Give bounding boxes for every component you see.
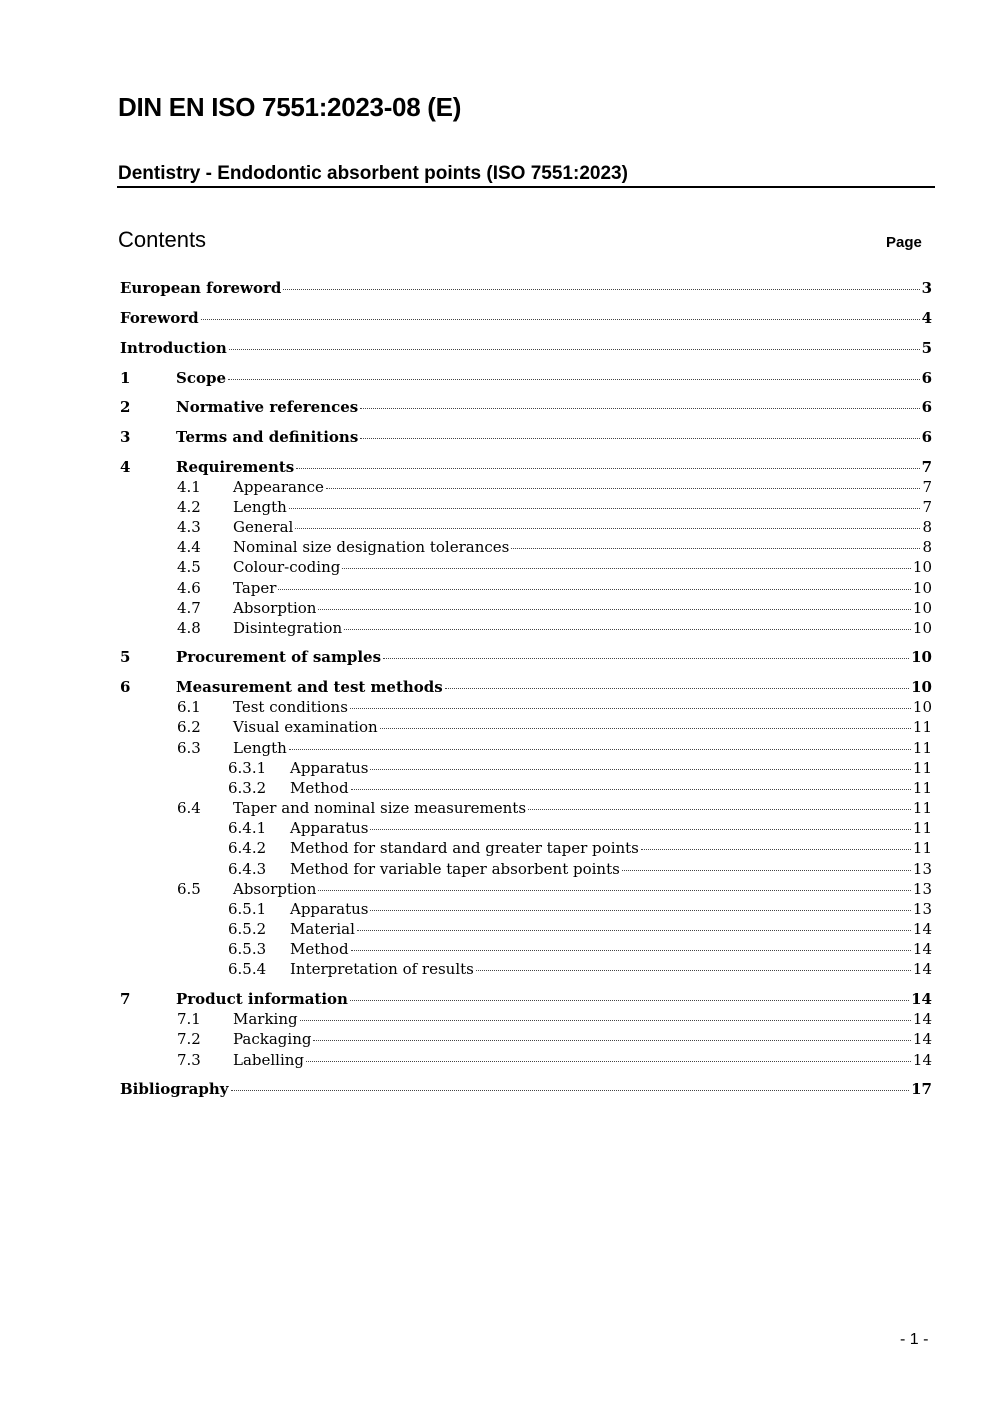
toc-dot-leader [318,609,910,610]
toc-dot-leader [326,488,921,489]
toc-section-title: Apparatus [290,819,369,837]
toc-section-title: Normative references [176,398,359,416]
toc-entry[interactable] [120,838,932,858]
toc-dot-leader [380,728,911,729]
toc-entry[interactable] [120,818,932,838]
toc-entry[interactable] [120,859,932,879]
toc-section-number: 6.4 [177,799,201,817]
toc-section-title: Taper [233,579,277,597]
toc-dot-leader [476,970,911,971]
toc-dot-leader [289,749,911,750]
toc-section-number: 6.3.1 [228,759,267,777]
toc-section-number: 6.3.2 [228,779,267,797]
toc-dot-leader [300,1020,911,1021]
toc-dot-leader [350,708,911,709]
toc-page-number: 10 [912,579,932,597]
toc-section-title: Test conditions [233,698,348,716]
toc-section-title: Absorption [233,599,317,617]
toc-entry[interactable] [120,278,932,298]
toc-section-number: 1 [120,369,131,387]
toc-section-number: 6.5.1 [228,900,267,918]
toc-dot-leader [201,319,920,320]
toc-section-number: 4.7 [177,599,201,617]
toc-entry[interactable] [120,1050,932,1070]
toc-entry[interactable] [120,738,932,758]
toc-dot-leader [622,870,911,871]
toc-page-number: 14 [912,1051,932,1069]
toc-entry[interactable] [120,598,932,618]
toc-section-number: 5 [120,648,131,666]
toc-page-number: 10 [912,599,932,617]
toc-page-number: 10 [911,648,932,666]
toc-section-number: 6.4.1 [228,819,267,837]
toc-section-title: Product information [176,990,348,1008]
contents-heading: Contents [118,227,207,252]
toc-section-title: Method for standard and greater taper points [290,839,639,857]
toc-section-title: Visual examination [233,718,378,736]
toc-page-number: 11 [912,718,932,736]
toc-section-number: 6.2 [177,718,201,736]
toc-section-title: Material [290,920,355,938]
toc-section-title: Colour-coding [233,558,341,576]
toc-section-title: Absorption [233,880,317,898]
toc-page-number: 11 [912,759,932,777]
toc-dot-leader [289,508,921,509]
toc-section-number: 6 [120,678,131,696]
toc-section-number: 2 [120,398,131,416]
toc-page-number: 11 [912,819,932,837]
toc-section-number: 3 [120,428,131,446]
toc-section-number: 6.5.3 [228,940,267,958]
toc-entry[interactable] [120,427,932,447]
toc-section-number: 6.4.2 [228,839,267,857]
toc-entry[interactable] [120,497,932,517]
toc-page-number: 13 [912,880,932,898]
toc-section-number: 7 [120,990,131,1008]
toc-entry[interactable] [120,578,932,598]
toc-entry[interactable] [120,677,932,697]
toc-section-title: Method [290,779,349,797]
toc-section-title: Taper and nominal size measurements [233,799,527,817]
toc-dot-leader [383,658,909,659]
toc-dot-leader [370,769,910,770]
toc-section-number: 7.2 [177,1030,201,1048]
toc-section-title: Labelling [233,1051,305,1069]
toc-section-number: 4.1 [177,478,201,496]
toc-section-title: Requirements [176,458,295,476]
toc-entry[interactable] [120,959,932,979]
toc-entry[interactable] [120,368,932,388]
toc-entry[interactable] [120,537,932,557]
toc-section-title: Nominal size designation tolerances [233,538,510,556]
toc-section-number: 4.4 [177,538,201,556]
toc-page-number: 10 [912,619,932,637]
toc-section-title: Disintegration [233,619,343,637]
toc-page-number: 10 [912,698,932,716]
toc-entry[interactable] [120,778,932,798]
page-number: - 1 - [900,1331,929,1348]
toc-dot-leader [296,468,919,469]
toc-entry[interactable] [120,618,932,638]
toc-section-number: 6.3 [177,739,201,757]
toc-entry[interactable] [120,798,932,818]
toc-dot-leader [641,849,911,850]
toc-dot-leader [278,589,910,590]
toc-dot-leader [318,890,910,891]
toc-page-number: 14 [912,920,932,938]
toc-section-number: 6.4.3 [228,860,267,878]
toc-page-number: 6 [921,428,932,446]
toc-section-number: 4.8 [177,619,201,637]
toc-section-title: Length [233,739,287,757]
toc-entry[interactable] [120,338,932,358]
toc-entry[interactable] [120,1009,932,1029]
toc-page-number: 7 [922,498,932,516]
toc-page-number: 13 [912,860,932,878]
toc-section-title: European foreword [120,279,282,297]
toc-dot-leader [228,379,920,380]
toc-dot-leader [229,349,920,350]
toc-section-number: 4.6 [177,579,201,597]
toc-section-title: Apparatus [290,900,369,918]
toc-section-number: 7.1 [177,1010,201,1028]
toc-entry[interactable] [120,717,932,737]
toc-page-number: 3 [921,279,932,297]
toc-page-number: 14 [912,1010,932,1028]
toc-page-number: 6 [921,398,932,416]
toc-page-number: 8 [922,518,932,536]
toc-section-number: 6.5.4 [228,960,267,978]
toc-dot-leader [351,950,911,951]
toc-dot-leader [283,289,919,290]
toc-page-number: 13 [912,900,932,918]
toc-dot-leader [357,930,911,931]
toc-entry[interactable] [120,457,932,477]
toc-entry[interactable] [120,919,932,939]
toc-entry[interactable] [120,758,932,778]
toc-entry[interactable] [120,308,932,328]
toc-entry[interactable] [120,477,932,497]
toc-entry[interactable] [120,939,932,959]
toc-section-title: Packaging [233,1030,312,1048]
toc-section-title: Method [290,940,349,958]
toc-dot-leader [342,568,911,569]
toc-section-number: 7.3 [177,1051,201,1069]
toc-section-title: Appearance [233,478,324,496]
toc-section-title: Marking [233,1010,298,1028]
toc-page-number: 17 [911,1080,932,1098]
toc-dot-leader [350,1000,909,1001]
toc-dot-leader [344,629,911,630]
toc-section-title: Introduction [120,339,227,357]
toc-section-title: Length [233,498,287,516]
toc-entry[interactable] [120,557,932,577]
toc-page-number: 7 [921,458,932,476]
toc-entry[interactable] [120,647,932,667]
toc-dot-leader [528,809,911,810]
toc-section-number: 4 [120,458,131,476]
toc-entry[interactable] [120,697,932,717]
toc-entry[interactable] [120,879,932,899]
document-subtitle: Dentistry - Endodontic absorbent points (ISO 7551:2023) [117,163,935,188]
toc-page-number: 5 [921,339,932,357]
toc-page-number: 14 [912,1030,932,1048]
toc-entry[interactable] [120,899,932,919]
toc-page-number: 11 [912,839,932,857]
toc-section-number: 6.5 [177,880,201,898]
toc-section-title: Terms and definitions [176,428,359,446]
toc-dot-leader [306,1061,911,1062]
toc-dot-leader [360,408,919,409]
toc-entry[interactable] [120,397,932,417]
toc-section-title: Method for variable taper absorbent points [290,860,620,878]
page-column-heading: Page [886,234,922,251]
toc-page-number: 8 [922,538,932,556]
toc-section-number: 4.5 [177,558,201,576]
toc-section-number: 6.1 [177,698,201,716]
toc-section-number: 4.2 [177,498,201,516]
toc-dot-leader [370,829,910,830]
toc-section-title: Measurement and test methods [176,678,443,696]
toc-page-number: 7 [922,478,932,496]
toc-page-number: 14 [912,940,932,958]
toc-dot-leader [370,910,910,911]
toc-entry[interactable] [120,1079,932,1099]
toc-dot-leader [295,528,920,529]
toc-page-number: 11 [912,779,932,797]
document-title: DIN EN ISO 7551:2023-08 (E) [118,92,462,122]
toc-section-number: 6.5.2 [228,920,267,938]
toc-entry[interactable] [120,517,932,537]
toc-section-title: Scope [176,369,227,387]
toc-page-number: 14 [912,960,932,978]
toc-section-title: Procurement of samples [176,648,382,666]
toc-page-number: 6 [921,369,932,387]
toc-entry[interactable] [120,989,932,1009]
toc-dot-leader [445,688,909,689]
toc-page-number: 14 [911,990,932,1008]
toc-section-title: General [233,518,294,536]
toc-dot-leader [511,548,920,549]
toc-dot-leader [313,1040,910,1041]
toc-entry[interactable] [120,1029,932,1049]
toc-section-title: Bibliography [120,1080,229,1098]
toc-page-number: 11 [912,799,932,817]
toc-section-title: Interpretation of results [290,960,474,978]
toc-page-number: 10 [911,678,932,696]
toc-dot-leader [231,1090,910,1091]
toc-section-title: Apparatus [290,759,369,777]
toc-section-number: 4.3 [177,518,201,536]
toc-page-number: 4 [921,309,932,327]
toc-dot-leader [351,789,911,790]
toc-page-number: 11 [912,739,932,757]
toc-dot-leader [360,438,919,439]
toc-page-number: 10 [912,558,932,576]
toc-section-title: Foreword [120,309,199,327]
